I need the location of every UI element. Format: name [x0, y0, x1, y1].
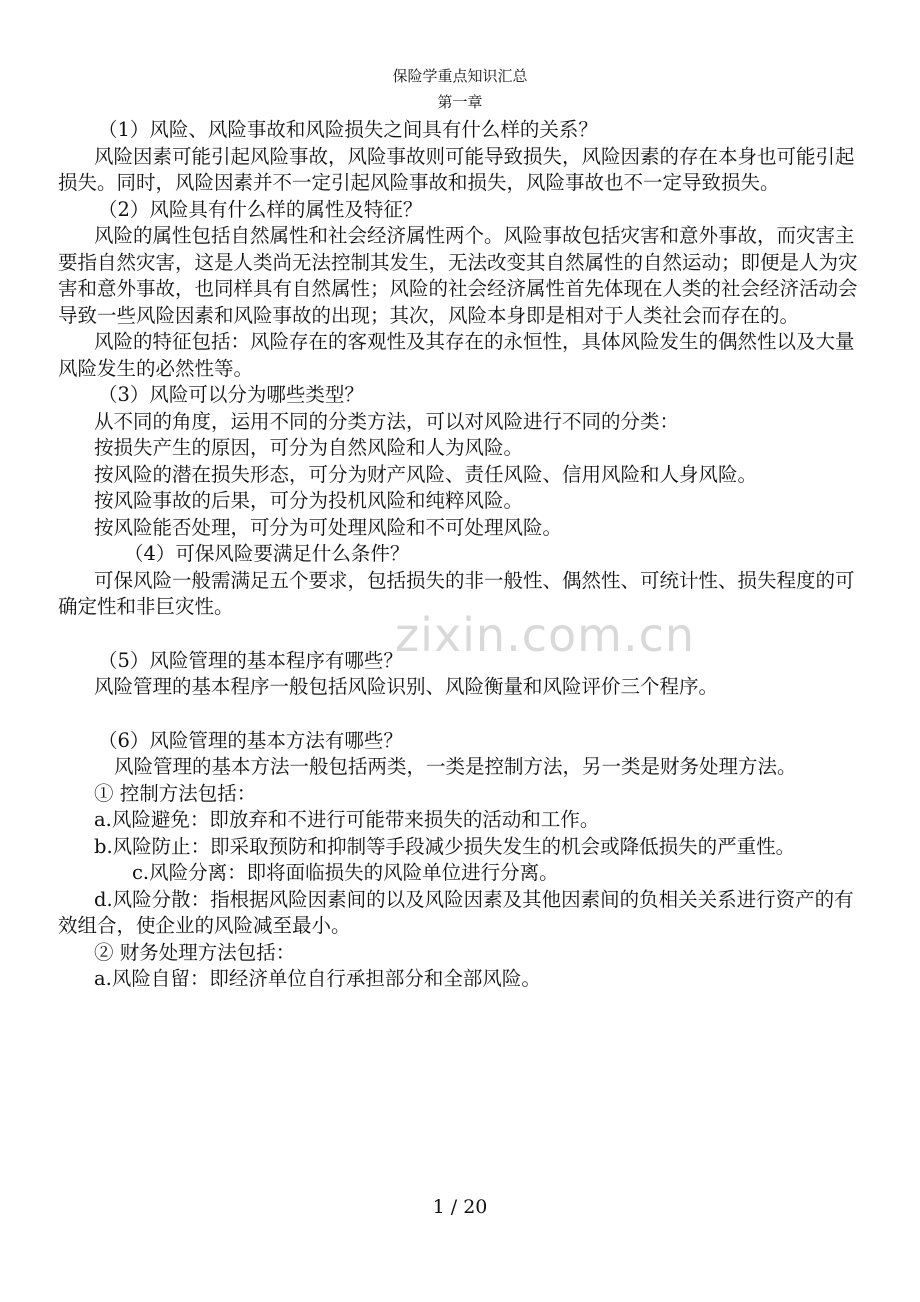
- blank-line: [58, 701, 868, 728]
- list-heading: ① 控制方法包括：: [94, 781, 257, 805]
- paragraph: 按风险能否处理，可分为可处理风险和不可处理风险。: [94, 515, 563, 539]
- paragraph: 从不同的角度，运用不同的分类方法，可以对风险进行不同的分类：: [94, 409, 680, 433]
- paragraph: 风险的属性包括自然属性和社会经济属性两个。风险事故包括灾害和意外事故，而灾害主要指自然灾害，这是人类尚无法控制其发生，无法改变其自然属性的自然运动；即便是人为灾害和意外事故，也同样具有自然属性；风险的社会经济属性首先体现在人类的社会经济活动会导致一些风险因素和风险事故的出现；其次，风险本身即是相对于人类社会而存在的。: [58, 224, 858, 327]
- paragraph: 按风险事故的后果，可分为投机风险和纯粹风险。: [94, 489, 524, 512]
- document-body: [58, 117, 868, 993]
- list-item: d.风险分散：指根据风险因素间的以及风险因素及其他因素间的负相关关系进行资产的有效组合，使企业的风险减至最小。: [58, 887, 854, 937]
- document-title: 保险学重点知识汇总: [392, 67, 528, 85]
- list-item: a.风险自留：即经济单位自行承担部分和全部风险。: [94, 967, 541, 990]
- page-number: 1 / 20: [432, 1196, 488, 1218]
- list-item: b.风险防止：即采取预防和抑制等手段减少损失发生的机会或降低损失的严重性。: [94, 834, 796, 858]
- question-5: （5）风险管理的基本程序有哪些？: [98, 648, 403, 672]
- paragraph: 可保风险一般需满足五个要求，包括损失的非一般性、偶然性、可统计性、损失程度的可确定性和非巨灾性。: [58, 568, 855, 618]
- chapter-heading: 第一章: [437, 93, 483, 111]
- question-6: （6）风险管理的基本方法有哪些？: [98, 728, 403, 752]
- question-2: （2）风险具有什么样的属性及特征？: [98, 197, 423, 221]
- list-item: c.风险分离：即将面临损失的风险单位进行分离。: [132, 861, 559, 884]
- paragraph: 按损失产生的原因，可分为自然风险和人为风险。: [94, 436, 524, 459]
- paragraph: 风险因素可能引起风险事故，风险事故则可能导致损失，风险因素的存在本身也可能引起损失。同时，风险因素并不一定引起风险事故和损失，风险事故也不一定导致损失。: [58, 144, 855, 194]
- paragraph: 风险管理的基本程序一般包括风险识别、风险衡量和风险评价三个程序。: [94, 675, 719, 698]
- question-3: （3）风险可以分为哪些类型？: [98, 383, 364, 406]
- paragraph: 按风险的潜在损失形态，可分为财产风险、责任风险、信用风险和人身风险。: [94, 462, 758, 486]
- question-1: （1）风险、风险事故和风险损失之间具有什么样的关系？: [98, 118, 598, 141]
- list-heading: ② 财务处理方法包括：: [94, 940, 296, 964]
- paragraph: 风险管理的基本方法一般包括两类，一类是控制方法，另一类是财务处理方法。: [114, 755, 797, 778]
- question-4: （4）可保风险要满足什么条件？: [124, 542, 410, 565]
- list-item: a.风险避免：即放弃和不进行可能带来损失的活动和工作。: [94, 808, 600, 831]
- watermark-text: zixin.com.cn: [395, 608, 696, 662]
- paragraph: 风险的特征包括：风险存在的客观性及其存在的永恒性，具体风险发生的偶然性以及大量风险发生的必然性等。: [58, 330, 855, 380]
